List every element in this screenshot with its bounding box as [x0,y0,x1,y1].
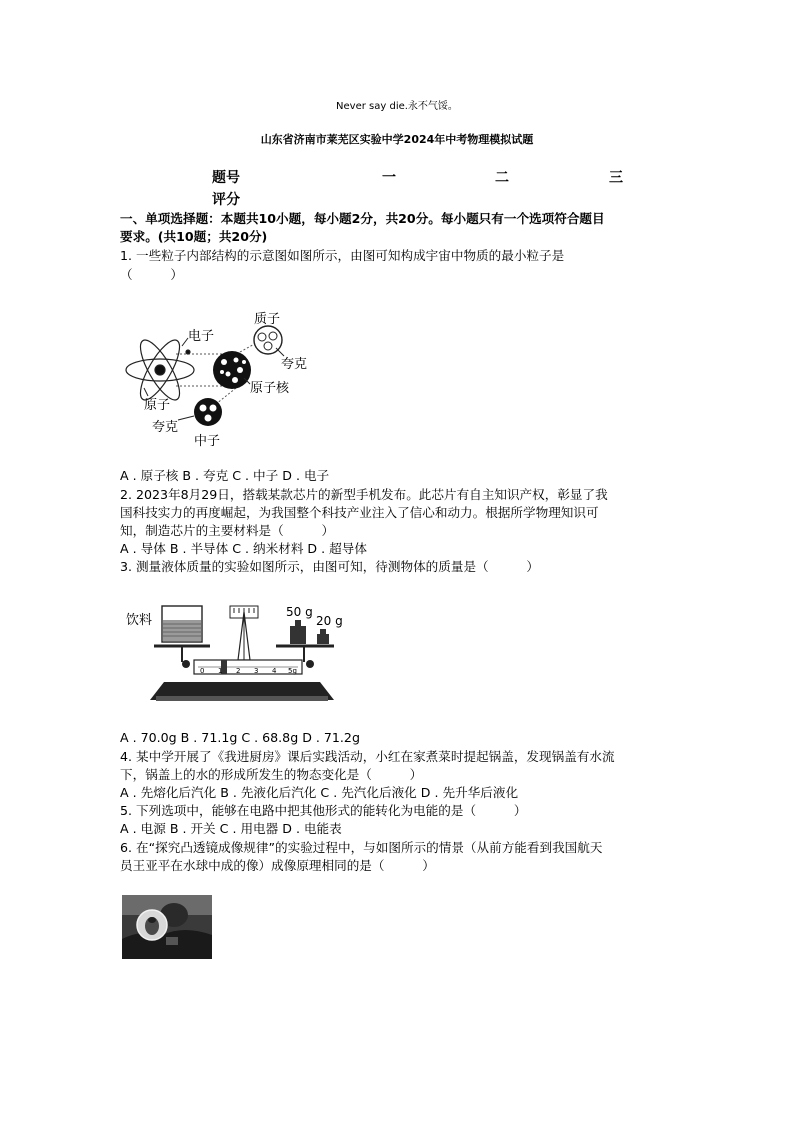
score-table-row-label-number: 题号 [212,170,240,186]
scale-tick-5g: 5g [288,667,297,675]
scale-tick-1: 1 [218,667,223,675]
label-drink: 饮料 [126,613,153,628]
q3-options: A . 70.0g B . 71.1g C . 68.8g D . 71.2g [120,730,360,745]
label-atom: 原子 [144,398,171,413]
q2-stem-line-2: 国科技实力的再度崛起，为我国整个科技产业注入了信心和动力。根据所学物理知识可 [120,505,599,520]
q1-stem-line-1: 1. 一些粒子内部结构的示意图如图所示，由图可知构成宇宙中物质的最小粒子是 [120,248,565,263]
score-table-column-1: 一 [382,170,396,186]
q6-stem-line-1: 6. 在“探究凸透镜成像规律”的实验过程中，与如图所示的情景（从前方能看到我国航天 [120,840,603,855]
label-proton: 质子 [254,312,281,327]
q4-stem-line-1: 4. 某中学开展了《我进厨房》课后实践活动，小红在家煮菜时提起锅盖，发现锅盖有水流 [120,749,615,764]
q5-options: A . 电源 B . 开关 C . 用电器 D . 电能表 [120,821,342,836]
q1-particle-figure [118,302,318,452]
label-neutron: 中子 [194,434,221,449]
beaker-icon [162,606,202,642]
balance-dial [230,606,258,660]
q2-stem-line-1: 2. 2023年8月29日，搭载某款芯片的新型手机发布。此芯片有自主知识产权，彰显了我 [120,487,608,502]
q5-stem-line-1: 5. 下列选项中，能够在电路中把其他形式的能转化为电能的是（ ） [120,803,527,818]
label-quark-right: 夸克 [281,357,308,372]
label-weight-20g: 20 g [316,614,343,628]
q6-water-ball-photo [122,895,212,959]
label-quark-left: 夸克 [152,420,179,435]
q3-stem-line-1: 3. 测量液体质量的实验如图所示，由图可知，待测物体的质量是（ ） [120,559,540,574]
nucleus-diagram [213,351,251,389]
scale-tick-3: 3 [254,667,259,675]
scale-tick-0: 0 [200,667,205,675]
section-heading-line-2: 要求。(共10题；共20分) [120,229,268,244]
q4-stem-line-2: 下，锅盖上的水的形成所发生的物态变化是（ ） [120,767,423,782]
label-nucleus: 原子核 [250,381,290,396]
weight-20g-icon [317,629,329,644]
exam-title: 山东省济南市莱芜区实验中学2024年中考物理模拟试题 [260,133,534,146]
q2-options: A . 导体 B . 半导体 C . 纳米材料 D . 超导体 [120,541,367,556]
label-weight-50g: 50 g [286,605,313,619]
q1-stem-line-2: （ ） [120,267,183,282]
page-motto: Never say die.永不气馁。 [336,101,458,112]
q2-stem-line-3: 知，制造芯片的主要材料是（ ） [120,523,335,538]
scale-tick-4: 4 [272,667,277,675]
score-table-column-2: 二 [495,170,509,186]
q1-options: A . 原子核 B . 夸克 C . 中子 D . 电子 [120,468,330,483]
score-table-row-label-score: 评分 [212,192,240,208]
scale-tick-2: 2 [236,667,241,675]
q3-balance-figure [120,596,352,708]
neutron-diagram [194,398,222,426]
q6-stem-line-2: 员王亚平在水球中成的像）成像原理相同的是（ ） [120,858,435,873]
section-heading-line-1: 一、单项选择题：本题共10小题，每小题2分，共20分。每小题只有一个选项符合题目 [120,211,605,226]
label-electron: 电子 [188,329,215,344]
weight-50g-icon [290,620,306,644]
q4-options: A . 先熔化后汽化 B . 先液化后汽化 C . 先汽化后液化 D . 先升华后液化 [120,785,519,800]
atom-diagram [126,335,194,405]
score-table-column-3: 三 [609,170,623,186]
